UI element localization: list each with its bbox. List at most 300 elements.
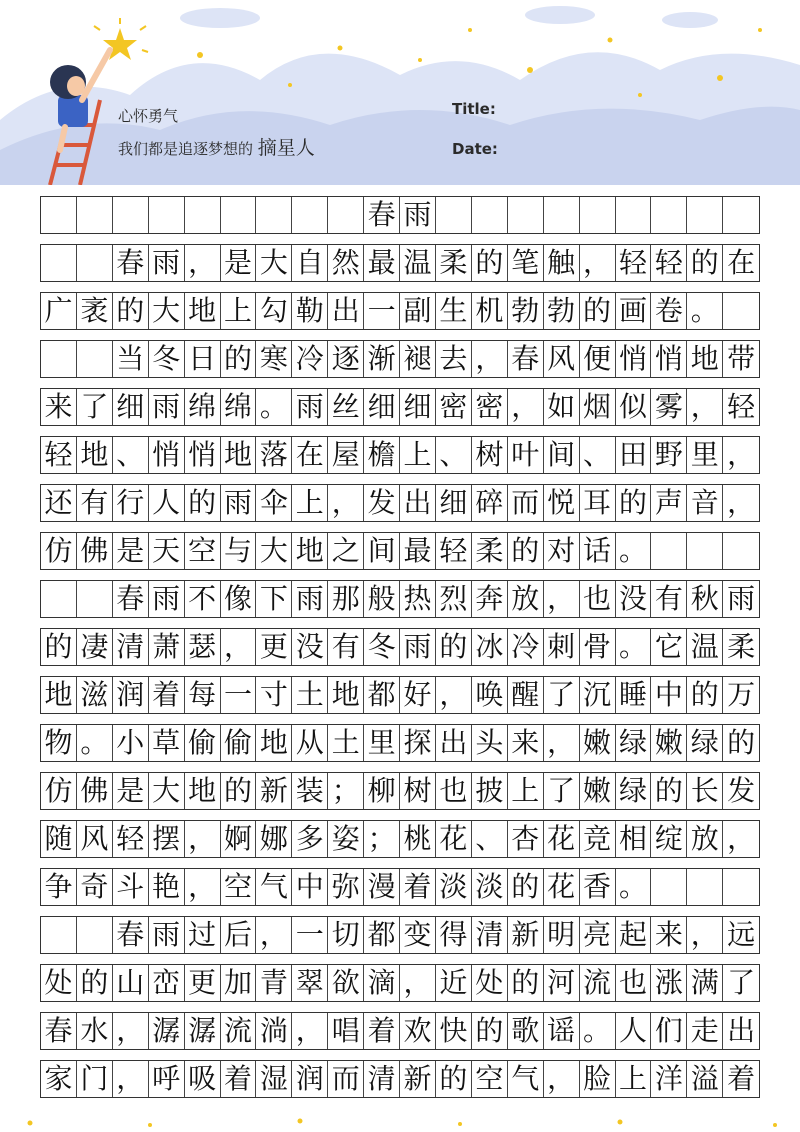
grid-cell: 广 (41, 293, 77, 329)
grid-cell: 细 (400, 389, 436, 425)
grid-cell: 上 (292, 485, 328, 521)
grid-cell: 河 (544, 965, 580, 1001)
grid-cell: 来 (651, 917, 687, 953)
grid-cell: 随 (41, 821, 77, 857)
grid-cell: 欲 (328, 965, 364, 1001)
grid-cell (41, 245, 77, 281)
grid-cell: 好 (400, 677, 436, 713)
grid-cell: 天 (149, 533, 185, 569)
grid-cell: 行 (113, 485, 149, 521)
grid-cell: 青 (256, 965, 292, 1001)
grid-cell: 出 (328, 293, 364, 329)
grid-cell: 了 (727, 966, 756, 999)
grid-cell: 的 (508, 869, 544, 905)
grid-cell: 潺 (149, 1013, 185, 1049)
grid-cell: 也 (436, 773, 472, 809)
grid-cell: 大 (149, 773, 185, 809)
grid-cell: 润 (292, 1061, 328, 1097)
grid-cell (77, 341, 113, 377)
grid-cell: 都 (364, 917, 400, 953)
grid-cell: 温 (400, 245, 436, 281)
grid-cell: 声 (651, 485, 687, 521)
grid-cell (687, 533, 723, 569)
grid-cell: 土 (328, 725, 364, 761)
grid-cell: 人 (616, 1013, 652, 1049)
grid-cell (651, 197, 687, 233)
grid-cell: 是 (113, 533, 149, 569)
grid-cell: 秋 (687, 581, 723, 617)
grid-cell: 家 (41, 1061, 77, 1097)
grid-cell: 奔 (472, 581, 508, 617)
grid-cell: 屋 (328, 437, 364, 473)
grid-cell: 杏 (508, 821, 544, 857)
essay-grid-sheet (40, 196, 760, 1121)
grid-cell: 机 (472, 293, 508, 329)
grid-cell: 们 (651, 1013, 687, 1049)
grid-cell: ； (364, 821, 400, 857)
grid-cell: 悄 (185, 437, 221, 473)
title-label: Title: (452, 100, 496, 118)
grid-cell: 雨 (292, 389, 328, 425)
essay-row (40, 196, 760, 234)
grid-cell: 淡 (436, 869, 472, 905)
grid-cell: 上 (616, 1061, 652, 1097)
grid-cell: 斗 (113, 869, 149, 905)
grid-cell: 瑟 (185, 629, 221, 665)
grid-cell: 最 (400, 533, 436, 569)
grid-cell: 佛 (77, 773, 113, 809)
grid-cell: ， (185, 245, 221, 281)
grid-cell: 娜 (256, 821, 292, 857)
grid-cell: 了 (544, 773, 580, 809)
grid-cell: 里 (364, 725, 400, 761)
grid-cell: 是 (113, 773, 149, 809)
grid-cell: 的 (472, 1013, 508, 1049)
grid-cell: 雨 (149, 245, 185, 281)
grid-cell: 里 (687, 437, 723, 473)
grid-cell: 如 (544, 389, 580, 425)
grid-cell: 轻 (616, 245, 652, 281)
grid-cell: 来 (41, 389, 77, 425)
essay-row (40, 388, 760, 426)
grid-cell: 春 (113, 917, 149, 953)
grid-cell: 渐 (364, 341, 400, 377)
grid-cell (41, 197, 77, 233)
grid-cell: 似 (616, 389, 652, 425)
grid-cell: ， (544, 581, 580, 617)
grid-cell: 丝 (328, 389, 364, 425)
essay-row (40, 964, 760, 1002)
grid-cell: 勒 (292, 293, 328, 329)
grid-cell (292, 197, 328, 233)
grid-cell: 淌 (256, 1013, 292, 1049)
grid-cell: 醒 (508, 677, 544, 713)
page-header (0, 0, 800, 185)
grid-cell: 那 (328, 581, 364, 617)
grid-cell: 着 (149, 677, 185, 713)
grid-cell: 出 (436, 725, 472, 761)
grid-cell: 柔 (472, 533, 508, 569)
grid-cell: 轻 (113, 821, 149, 857)
grid-cell (723, 533, 759, 569)
grid-cell: 切 (328, 917, 364, 953)
grid-cell: 处 (472, 965, 508, 1001)
grid-cell (185, 197, 221, 233)
grid-cell: 冬 (149, 341, 185, 377)
grid-cell: 柔 (727, 630, 756, 663)
grid-cell: 空 (221, 869, 257, 905)
grid-cell: 地 (185, 773, 221, 809)
grid-cell: 、 (436, 437, 472, 473)
grid-cell: 地 (41, 677, 77, 713)
grid-cell (77, 581, 113, 617)
grid-cell: 树 (472, 437, 508, 473)
grid-cell: 姿 (328, 821, 364, 857)
grid-cell: 从 (292, 725, 328, 761)
grid-cell: 日 (185, 341, 221, 377)
grid-cell: 溢 (687, 1061, 723, 1097)
grid-cell: 冰 (472, 629, 508, 665)
grid-cell: 悦 (544, 485, 580, 521)
essay-row (40, 340, 760, 378)
grid-cell (256, 197, 292, 233)
grid-cell: 悄 (616, 341, 652, 377)
grid-cell: ， (727, 438, 756, 471)
grid-cell: 一 (292, 917, 328, 953)
essay-row (40, 292, 760, 330)
grid-cell: 树 (400, 773, 436, 809)
grid-cell: 温 (687, 629, 723, 665)
grid-cell (651, 533, 687, 569)
grid-cell: 水 (77, 1013, 113, 1049)
grid-cell: 般 (364, 581, 400, 617)
grid-cell: 滴 (364, 965, 400, 1001)
grid-cell: 勃 (544, 293, 580, 329)
grid-cell: 。 (616, 869, 652, 905)
grid-cell: 沉 (580, 677, 616, 713)
grid-cell: 副 (400, 293, 436, 329)
date-label: Date: (452, 140, 498, 158)
grid-cell: 雨 (149, 389, 185, 425)
grid-cell: 骨 (580, 629, 616, 665)
grid-cell: 了 (77, 389, 113, 425)
grid-cell: 放 (687, 821, 723, 857)
grid-cell: 细 (436, 485, 472, 521)
grid-cell: 翠 (292, 965, 328, 1001)
grid-cell: ， (687, 917, 723, 953)
grid-cell: 雨 (727, 582, 756, 615)
grid-cell: 起 (616, 917, 652, 953)
grid-cell: 土 (292, 677, 328, 713)
grid-cell: 而 (508, 485, 544, 521)
grid-cell: 冬 (364, 629, 400, 665)
grid-cell: 的 (651, 773, 687, 809)
grid-cell: 绿 (616, 773, 652, 809)
grid-cell: 亮 (580, 917, 616, 953)
grid-cell: 没 (292, 629, 328, 665)
grid-cell: 气 (508, 1061, 544, 1097)
grid-cell: 耳 (580, 485, 616, 521)
grid-cell: 偷 (221, 725, 257, 761)
grid-cell: 轻 (41, 437, 77, 473)
grid-cell (687, 869, 723, 905)
grid-cell: ， (256, 917, 292, 953)
grid-cell: 风 (544, 341, 580, 377)
grid-cell: 地 (77, 437, 113, 473)
grid-cell: 然 (328, 245, 364, 281)
motto-line-2 (118, 133, 315, 160)
grid-cell: 头 (472, 725, 508, 761)
grid-cell: 。 (256, 389, 292, 425)
grid-cell: 春 (41, 1013, 77, 1049)
grid-cell: 中 (292, 869, 328, 905)
grid-cell: 峦 (149, 965, 185, 1001)
grid-cell: 、 (580, 437, 616, 473)
grid-cell (77, 245, 113, 281)
grid-cell: 春 (508, 341, 544, 377)
grid-cell: ， (328, 485, 364, 521)
grid-cell: 物 (41, 725, 77, 761)
grid-cell: 万 (727, 678, 756, 711)
footer-stars-decoration (0, 1115, 800, 1132)
grid-cell (41, 581, 77, 617)
grid-cell: 烈 (436, 581, 472, 617)
grid-cell: 走 (687, 1013, 723, 1049)
grid-cell: 多 (292, 821, 328, 857)
grid-cell: 人 (149, 485, 185, 521)
grid-cell: 花 (544, 869, 580, 905)
grid-cell: 中 (651, 677, 687, 713)
grid-cell: 春 (113, 581, 149, 617)
grid-cell: 过 (185, 917, 221, 953)
grid-cell: ， (544, 1061, 580, 1097)
grid-cell: 密 (436, 389, 472, 425)
grid-cell: 田 (616, 437, 652, 473)
grid-cell: 密 (472, 389, 508, 425)
grid-cell: 凄 (77, 629, 113, 665)
grid-cell: ， (727, 486, 756, 519)
grid-cell: 雨 (292, 581, 328, 617)
grid-cell: 都 (364, 677, 400, 713)
grid-cell: 袤 (77, 293, 113, 329)
grid-cell (77, 197, 113, 233)
grid-cell: 探 (400, 725, 436, 761)
grid-cell (544, 197, 580, 233)
grid-cell: 的 (508, 533, 544, 569)
grid-cell: 竞 (580, 821, 616, 857)
grid-cell: 上 (221, 293, 257, 329)
grid-cell: 仿 (41, 773, 77, 809)
grid-cell: 寸 (256, 677, 292, 713)
grid-cell: 湿 (256, 1061, 292, 1097)
grid-cell (436, 197, 472, 233)
grid-cell: ， (727, 822, 756, 855)
grid-cell: 满 (687, 965, 723, 1001)
grid-cell: 绵 (185, 389, 221, 425)
grid-cell: 刺 (544, 629, 580, 665)
grid-cell: 草 (149, 725, 185, 761)
grid-cell: 的 (77, 965, 113, 1001)
grid-cell: 细 (364, 389, 400, 425)
grid-cell (221, 197, 257, 233)
grid-cell: 长 (687, 773, 723, 809)
grid-cell: 间 (364, 533, 400, 569)
grid-cell: 花 (544, 821, 580, 857)
grid-cell: 上 (400, 437, 436, 473)
essay-row (40, 868, 760, 906)
grid-cell: 出 (400, 485, 436, 521)
essay-row (40, 436, 760, 474)
grid-cell: ， (185, 821, 221, 857)
grid-cell: 潺 (185, 1013, 221, 1049)
grid-cell (328, 197, 364, 233)
grid-cell: 话 (580, 533, 616, 569)
grid-cell: 呼 (149, 1061, 185, 1097)
grid-cell: 的 (687, 245, 723, 281)
grid-cell: 雾 (651, 389, 687, 425)
grid-cell: 得 (436, 917, 472, 953)
grid-cell: 没 (616, 581, 652, 617)
grid-cell: 雨 (221, 485, 257, 521)
grid-cell: 花 (436, 821, 472, 857)
grid-cell: 弥 (328, 869, 364, 905)
grid-cell: 的 (472, 245, 508, 281)
essay-row (40, 820, 760, 858)
grid-cell: 有 (651, 581, 687, 617)
grid-cell: 争 (41, 869, 77, 905)
grid-cell: 大 (149, 293, 185, 329)
grid-cell: 。 (616, 629, 652, 665)
grid-cell: 轻 (727, 390, 756, 423)
grid-cell: 后 (221, 917, 257, 953)
grid-cell: 春 (113, 245, 149, 281)
grid-cell: 出 (727, 1014, 756, 1047)
grid-cell: 冷 (508, 629, 544, 665)
essay-row (40, 484, 760, 522)
grid-cell: 地 (185, 293, 221, 329)
essay-row (40, 676, 760, 714)
grid-cell: 婀 (221, 821, 257, 857)
grid-cell: 地 (328, 677, 364, 713)
grid-cell: 了 (544, 677, 580, 713)
essay-row (40, 1060, 760, 1098)
essay-row (40, 628, 760, 666)
grid-cell: 绿 (687, 725, 723, 761)
grid-cell: 对 (544, 533, 580, 569)
grid-cell: 热 (400, 581, 436, 617)
grid-cell: 绽 (651, 821, 687, 857)
grid-cell: 在 (292, 437, 328, 473)
grid-cell: 之 (328, 533, 364, 569)
grid-cell: 。 (616, 533, 652, 569)
grid-cell: 它 (651, 629, 687, 665)
grid-cell (508, 197, 544, 233)
grid-cell: 的 (508, 965, 544, 1001)
grid-cell: 更 (256, 629, 292, 665)
essay-row (40, 724, 760, 762)
grid-cell (580, 197, 616, 233)
grid-cell: 流 (221, 1013, 257, 1049)
grid-cell: 小 (113, 725, 149, 761)
grid-cell: ， (580, 245, 616, 281)
grid-cell: 近 (436, 965, 472, 1001)
essay-row (40, 244, 760, 282)
grid-cell: 细 (113, 389, 149, 425)
grid-cell: 吸 (185, 1061, 221, 1097)
grid-cell: 卷 (651, 293, 687, 329)
grid-cell: 雨 (400, 197, 436, 233)
grid-cell: 润 (113, 677, 149, 713)
grid-cell: 、 (113, 437, 149, 473)
grid-cell: 大 (256, 245, 292, 281)
grid-cell: 装 (292, 773, 328, 809)
grid-cell: 檐 (364, 437, 400, 473)
grid-cell: 相 (616, 821, 652, 857)
grid-cell: ， (292, 1013, 328, 1049)
grid-cell: 自 (292, 245, 328, 281)
grid-cell: 的 (727, 726, 756, 759)
grid-cell: 在 (727, 246, 756, 279)
grid-cell (41, 341, 77, 377)
grid-cell: 轻 (436, 533, 472, 569)
grid-cell (723, 869, 759, 905)
grid-cell: 奇 (77, 869, 113, 905)
grid-cell: 山 (113, 965, 149, 1001)
grid-cell: 发 (364, 485, 400, 521)
grid-cell: ； (328, 773, 364, 809)
grid-cell: 还 (41, 485, 77, 521)
grid-cell: 艳 (149, 869, 185, 905)
grid-cell: 生 (436, 293, 472, 329)
grid-cell: 嫩 (580, 725, 616, 761)
grid-cell: 空 (185, 533, 221, 569)
grid-cell: 便 (580, 341, 616, 377)
grid-cell: 处 (41, 965, 77, 1001)
grid-cell: ， (508, 389, 544, 425)
grid-cell: 间 (544, 437, 580, 473)
grid-cell: 雨 (149, 581, 185, 617)
grid-cell: 新 (508, 917, 544, 953)
motto-line-1: 心怀勇气 (118, 107, 179, 125)
grid-cell: 的 (616, 485, 652, 521)
grid-cell: 的 (185, 485, 221, 521)
grid-cell (113, 197, 149, 233)
grid-cell: ， (221, 629, 257, 665)
essay-row (40, 580, 760, 618)
grid-cell: 褪 (400, 341, 436, 377)
grid-cell: 萧 (149, 629, 185, 665)
grid-cell: 悄 (651, 341, 687, 377)
grid-cell: 大 (256, 533, 292, 569)
grid-cell: 。 (580, 1013, 616, 1049)
grid-cell: 带 (727, 342, 756, 375)
grid-cell: 嫩 (580, 773, 616, 809)
grid-cell: 像 (221, 581, 257, 617)
grid-cell: 。 (77, 725, 113, 761)
grid-cell: 一 (221, 677, 257, 713)
grid-cell: 远 (727, 918, 756, 951)
grid-cell: 的 (221, 773, 257, 809)
grid-cell: 谣 (544, 1013, 580, 1049)
grid-cell: 洋 (651, 1061, 687, 1097)
grid-cell: 桃 (400, 821, 436, 857)
grid-cell: 漫 (364, 869, 400, 905)
grid-cell: 冷 (292, 341, 328, 377)
grid-cell: 清 (472, 917, 508, 953)
grid-cell: 歌 (508, 1013, 544, 1049)
grid-cell (723, 197, 759, 233)
grid-cell: 每 (185, 677, 221, 713)
